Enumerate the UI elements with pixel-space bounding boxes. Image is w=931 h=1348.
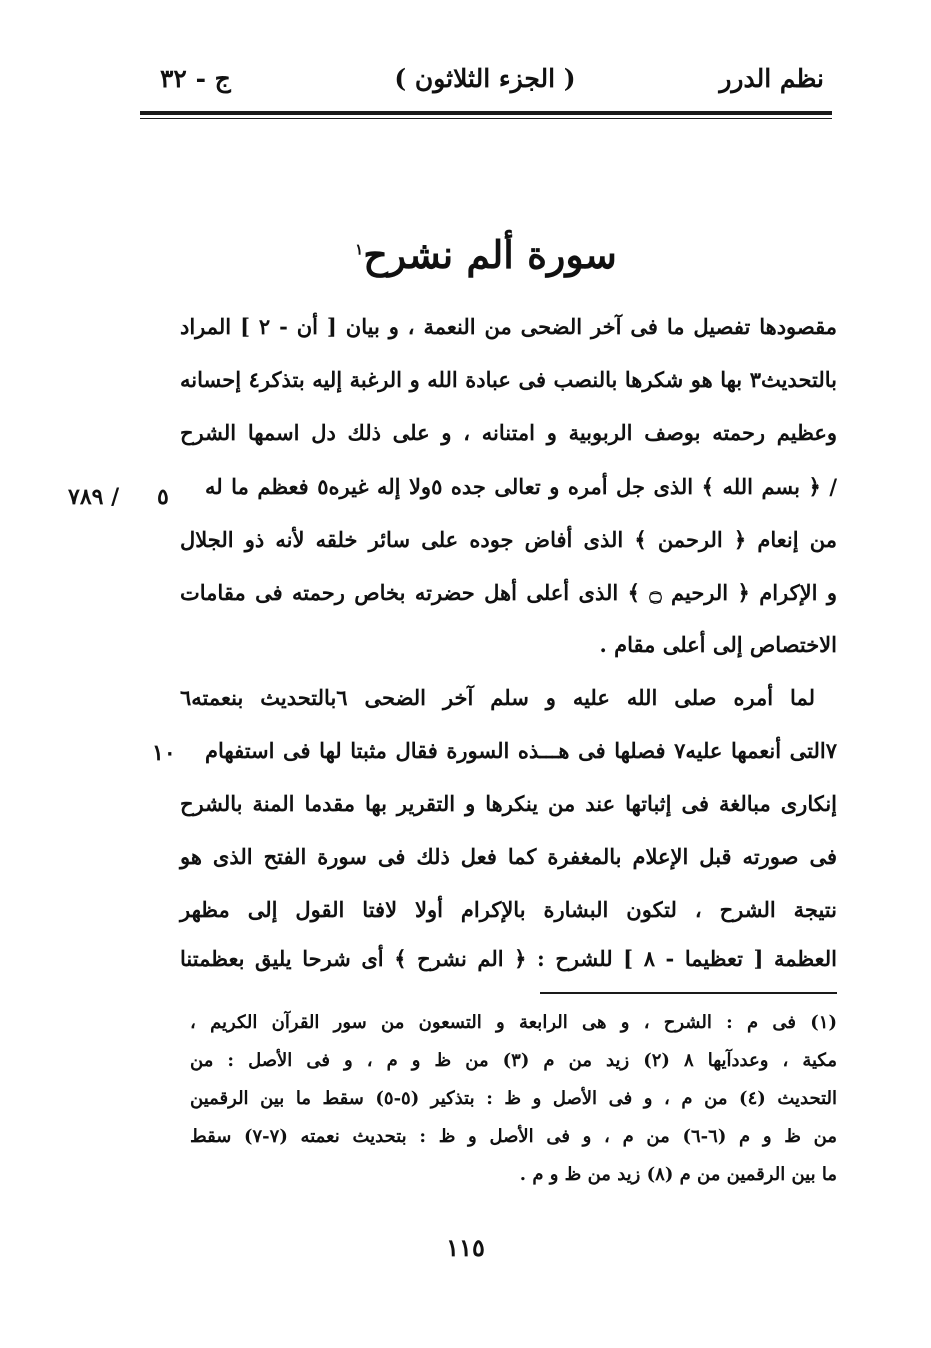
body-line-1: مقصودها تفصيل ما فى آخر الضحى من النعمة ، و بيان [ أن - ٢ ] المراد xyxy=(180,314,837,339)
surah-title-text: سورة ألم نشرح xyxy=(363,232,617,277)
body-line-6: و الإكرام ﴿ الرحيم ۝ ﴾ الذى أعلى أهل حضرته بخاص رحمته فى مقامات xyxy=(180,580,837,605)
body-line-12: نتيجة الشرح ، لتكون البشارة بالإكرام أولا لافتا القول إلى مظهر xyxy=(180,897,837,922)
page-number: ١١٥ xyxy=(446,1233,485,1262)
surah-title-footnote-mark: ١ xyxy=(355,240,364,259)
header-book-title: نظم الدرر xyxy=(719,64,824,93)
margin-line-number-10: ١٠ xyxy=(152,740,176,766)
body-line-13: العظمة [ تعظيما - ٨ ] للشرح : ﴿ الم نشرح ﴾ أى شرحا يليق بعظمتنا xyxy=(180,946,837,971)
body-line-10: إنكارى مبالغة فى إثباتها عند من ينكرها و التقرير بها مقدما المنة بالشرح xyxy=(180,791,837,816)
body-line-7: الاختصاص إلى أعلى مقام . xyxy=(599,632,837,657)
footnote-separator xyxy=(540,992,837,994)
footnote-line-3: التحديث (٤) من م ، و فى الأصل و ظ : بتذكير (٥-٥) سقط ما بين الرقمين xyxy=(190,1088,838,1109)
body-line-11: فى صورته قبل الإعلام بالمغفرة كما فعل ذلك فى سورة الفتح الذى هو xyxy=(180,844,837,869)
running-header xyxy=(140,58,830,98)
header-rule-thick xyxy=(140,111,832,115)
footnote-line-4: من ظ و م (٦-٦) من م ، و فى الأصل و ظ : بتحديث نعمته (٧-٧) سقط xyxy=(190,1126,837,1147)
body-line-5: من إنعام ﴿ الرحمن ﴾ الذى أفاض جوده على سائر خلقه لأنه ذو الجلال xyxy=(180,527,837,552)
margin-line-number-5: ٥ xyxy=(157,484,169,510)
body-line-9: ٧التى أنعمها عليه٧ فصلها فى هـــذه السورة فقال مثبتا لها فى استفهام xyxy=(205,738,837,763)
header-volume: ج - ٣٢ xyxy=(160,64,231,93)
body-line-2: بالتحديث٣ بها هو شكرها بالنصب فى عبادة الله و الرغبة إليه بتذكر٤ إحسانه xyxy=(180,367,837,392)
body-line-4: / ﴿ بسم الله ﴾ الذى جل أمره و تعالى جده ٥ولا إله غيره٥ فعظم ما له xyxy=(205,474,838,499)
body-line-3: وعظيم رحمته بوصف الربوبية و امتنانه ، و على ذلك دل اسمها الشرح xyxy=(180,420,837,445)
margin-page-reference: / ٧٨٩ xyxy=(68,484,120,510)
surah-title xyxy=(140,232,832,277)
footnote-line-5: ما بين الرقمين من م (٨) زيد من ظ و م . xyxy=(519,1164,837,1185)
footnote-line-2: مكية ، وعددآيها ٨ (٢) زيد من م (٣) من ظ و م ، و فى الأصل : من xyxy=(190,1050,837,1071)
header-rule-thin xyxy=(140,118,832,119)
header-part: ( الجزء الثلاثون ) xyxy=(394,64,576,93)
footnote-line-1: (١) فى م : الشرح ، و هى الرابعة و التسعون من سور القرآن الكريم ، xyxy=(190,1012,837,1033)
body-line-8: لما أمره صلى الله عليه و سلم آخر الضحى ٦بالتحديث بنعمته٦ xyxy=(180,685,815,710)
